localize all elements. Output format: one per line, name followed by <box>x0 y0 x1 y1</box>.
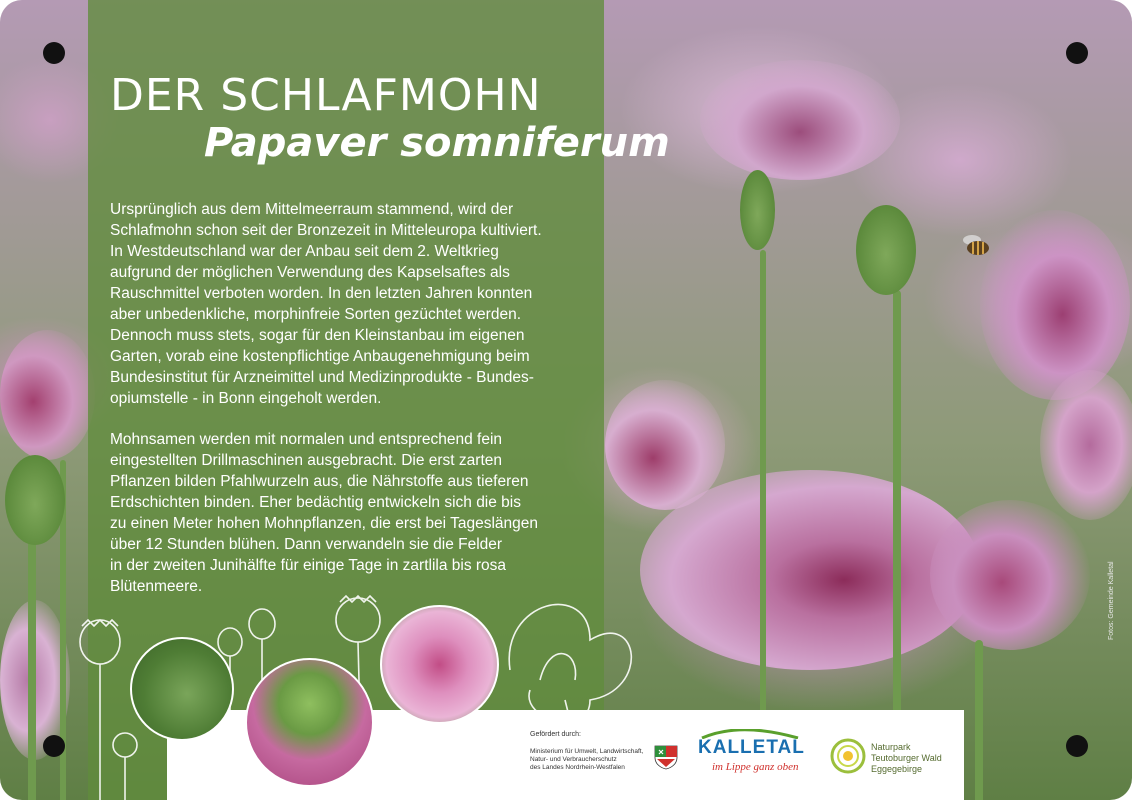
paragraph-line: in der zweiten Junihälfte für einige Tage in zartlila bis rosa <box>110 557 507 574</box>
paragraph-line: In Westdeutschland war der Anbau seit dem 2. Weltkrieg <box>110 243 499 260</box>
ministry-line: des Landes Nordrhein-Westfalen <box>530 764 625 771</box>
ministry-text <box>530 748 650 772</box>
photo-opening-bud-circle <box>245 658 374 787</box>
naturpark-line: Eggegebirge <box>871 764 923 774</box>
page-subtitle: Papaver somniferum <box>204 120 670 166</box>
page-title: DER SCHLAFMOHN <box>110 70 542 121</box>
paragraph-line: Pflanzen bilden Pfahlwurzeln aus, die Nährstoffe aus tieferen <box>110 473 529 490</box>
kalletal-name: KALLETAL <box>698 737 805 758</box>
paragraph-line: Mohnsamen werden mit normalen und entsprechend fein <box>110 431 503 448</box>
naturpark-text <box>871 742 942 775</box>
sponsor-label: Gefördert durch: <box>530 731 581 738</box>
mounting-hole-top-left <box>43 42 65 64</box>
paragraph-line: Garten, vorab eine kostenpflichtige Anbaugenehmigung beim <box>110 348 530 365</box>
bee-icon <box>958 232 998 260</box>
paragraph-history <box>110 199 585 409</box>
naturpark-line: Naturpark <box>871 742 911 752</box>
paragraph-line: Erdschichten binden. Eher bedächtig entwickeln sich die bis <box>110 494 521 511</box>
kalletal-slogan: im Lippe ganz oben <box>712 761 799 773</box>
nrw-coat-of-arms-icon <box>653 744 679 770</box>
mounting-hole-bottom-right <box>1066 735 1088 757</box>
paragraph-line: Blütenmeere. <box>110 578 203 595</box>
paragraph-line: opiumstelle - in Bonn eingeholt werden. <box>110 390 382 407</box>
paragraph-line: über 12 Stunden blühen. Dann verwandeln sie die Felder <box>110 536 503 553</box>
paragraph-line: Bundesinstitut für Arzneimittel und Medizinprodukte - Bundes- <box>110 369 534 386</box>
naturpark-logo-icon <box>830 738 866 774</box>
ministry-line: Natur- und Verbraucherschutz <box>530 756 617 763</box>
photo-bud-circle <box>130 637 234 741</box>
ministry-line: Ministerium für Umwelt, Landwirtschaft, <box>530 748 644 755</box>
paragraph-cultivation <box>110 429 585 597</box>
paragraph-line: Ursprünglich aus dem Mittelmeerraum stammend, wird der <box>110 201 514 218</box>
paragraph-line: aufgrund der möglichen Verwendung des Kapselsaftes als <box>110 264 510 281</box>
paragraph-line: Rauschmittel verboten worden. In den letzten Jahren konnten <box>110 285 533 302</box>
paragraph-line: aber unbedenkliche, morphinfreie Sorten gezüchtet werden. <box>110 306 522 323</box>
photo-bloom-circle <box>380 605 499 724</box>
paragraph-line: Dennoch muss stets, sogar für den Kleinstanbau im eigenen <box>110 327 525 344</box>
mounting-hole-top-right <box>1066 42 1088 64</box>
paragraph-line: Schlafmohn schon seit der Bronzezeit in Mitteleuropa kultiviert. <box>110 222 542 239</box>
paragraph-line: zu einen Meter hohen Mohnpflanzen, die erst bei Tageslängen <box>110 515 538 532</box>
paragraph-line: eingestellten Drillmaschinen ausgebracht. Die erst zarten <box>110 452 503 469</box>
photo-credit: Fotos: Gemeinde Kalletal <box>1108 561 1115 640</box>
kalletal-logo <box>698 733 808 783</box>
mounting-hole-bottom-left <box>43 735 65 757</box>
naturpark-line: Teutoburger Wald <box>871 753 942 763</box>
